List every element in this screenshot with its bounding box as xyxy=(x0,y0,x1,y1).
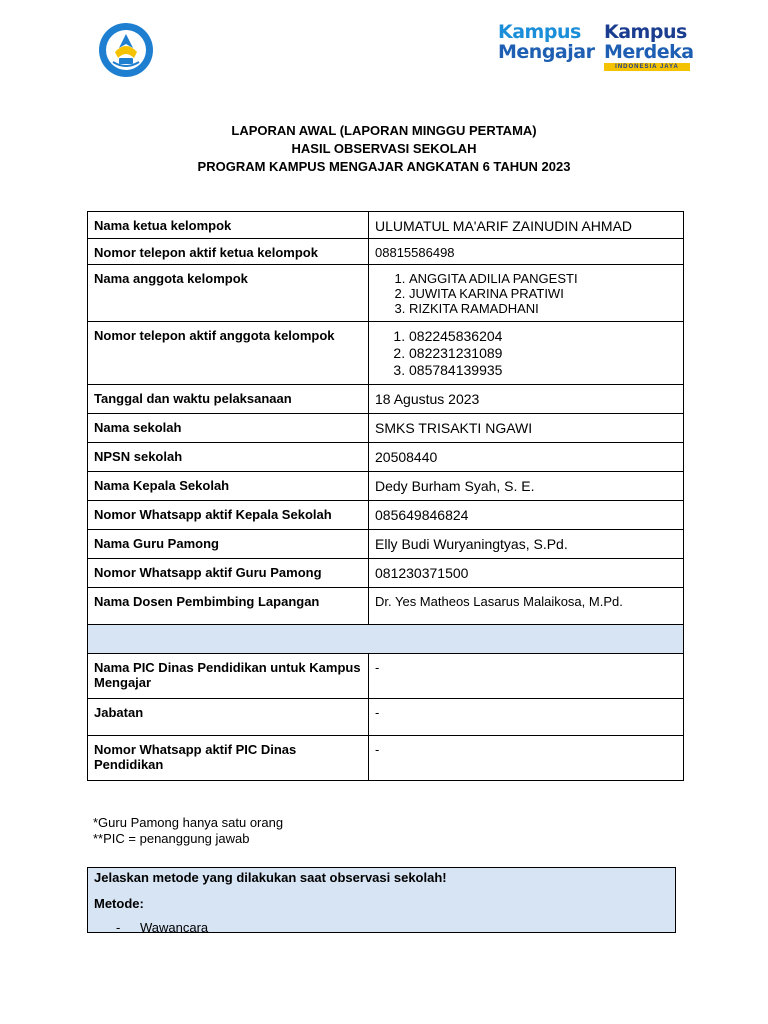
sekolah-label: Nama sekolah xyxy=(88,414,369,443)
list-item: 3. 085784139935 xyxy=(409,362,677,379)
telp-anggota-list xyxy=(375,328,677,379)
observation-table xyxy=(87,211,684,781)
list-item: 2. 082231231089 xyxy=(409,345,677,362)
pamong-value: Elly Budi Wuryaningtyas, S.Pd. xyxy=(369,530,684,559)
kampus-merdeka-logo xyxy=(604,22,694,71)
sekolah-value: SMKS TRISAKTI NGAWI xyxy=(369,414,684,443)
jabatan-value: - xyxy=(369,699,684,736)
ketua-value: ULUMATUL MA'ARIF ZAINUDIN AHMAD xyxy=(369,212,684,239)
table-row xyxy=(88,472,684,501)
telp-anggota-label: Nomor telepon aktif anggota kelompok xyxy=(88,322,369,385)
table-row xyxy=(88,530,684,559)
wa-pamong-value: 081230371500 xyxy=(369,559,684,588)
kepsek-label: Nama Kepala Sekolah xyxy=(88,472,369,501)
wa-pamong-label: Nomor Whatsapp aktif Guru Pamong xyxy=(88,559,369,588)
table-row xyxy=(88,414,684,443)
telp-ketua-label: Nomor telepon aktif ketua kelompok xyxy=(88,239,369,265)
table-row xyxy=(88,736,684,781)
table-row xyxy=(88,265,684,322)
metode-label: Metode: xyxy=(94,896,144,911)
kepsek-value: Dedy Burham Syah, S. E. xyxy=(369,472,684,501)
report-title-line3: PROGRAM KAMPUS MENGAJAR ANGKATAN 6 TAHUN 2023 xyxy=(197,159,571,174)
metode-question: Jelaskan metode yang dilakukan saat observasi sekolah! xyxy=(94,870,447,885)
list-item: 2. JUWITA KARINA PRATIWI xyxy=(409,286,677,301)
jabatan-label: Jabatan xyxy=(88,699,369,736)
kampus-mengajar-logo-line2: Mengajar xyxy=(498,41,595,63)
tanggal-value: 18 Agustus 2023 xyxy=(369,385,684,414)
wa-kepsek-value: 085649846824 xyxy=(369,501,684,530)
pamong-label: Nama Guru Pamong xyxy=(88,530,369,559)
tanggal-label: Tanggal dan waktu pelaksanaan xyxy=(88,385,369,414)
list-item: 1. 082245836204 xyxy=(409,328,677,345)
telp-anggota-value xyxy=(369,322,684,385)
anggota-label: Nama anggota kelompok xyxy=(88,265,369,322)
footnotes xyxy=(93,815,283,847)
npsn-value: 20508440 xyxy=(369,443,684,472)
wa-pic-value: - xyxy=(369,736,684,781)
telp-ketua-value: 08815586498 xyxy=(369,239,684,265)
kampus-mengajar-logo xyxy=(498,22,594,62)
tut-wuri-handayani-logo-icon xyxy=(95,22,157,78)
kampus-mengajar-logo-line1: Kampus xyxy=(498,21,581,43)
table-row xyxy=(88,239,684,265)
footnote-pamong: *Guru Pamong hanya satu orang xyxy=(93,815,284,830)
list-item: 3. RIZKITA RAMADHANI xyxy=(409,301,677,316)
wa-kepsek-label: Nomor Whatsapp aktif Kepala Sekolah xyxy=(88,501,369,530)
table-row xyxy=(88,654,684,699)
dpl-value: Dr. Yes Matheos Lasarus Malaikosa, M.Pd. xyxy=(369,588,684,625)
metode-item-text: Wawancara xyxy=(140,920,209,933)
list-item xyxy=(94,920,669,933)
table-row xyxy=(88,322,684,385)
report-title-line2: HASIL OBSERVASI SEKOLAH xyxy=(291,141,477,156)
wa-pic-label: Nomor Whatsapp aktif PIC Dinas Pendidikan xyxy=(88,736,369,781)
table-row xyxy=(88,385,684,414)
table-row xyxy=(88,588,684,625)
metode-box xyxy=(87,867,676,933)
anggota-list xyxy=(375,271,677,316)
table-row xyxy=(88,443,684,472)
kampus-merdeka-logo-line1: Kampus xyxy=(604,21,687,43)
pic-label: Nama PIC Dinas Pendidikan untuk Kampus Mengajar xyxy=(88,654,369,699)
table-row xyxy=(88,212,684,239)
report-title xyxy=(0,122,768,176)
ketua-label: Nama ketua kelompok xyxy=(88,212,369,239)
table-row xyxy=(88,559,684,588)
report-title-line1: LAPORAN AWAL (LAPORAN MINGGU PERTAMA) xyxy=(231,123,537,138)
anggota-value xyxy=(369,265,684,322)
table-separator xyxy=(88,625,684,654)
table-row xyxy=(88,501,684,530)
pic-value: - xyxy=(369,654,684,699)
kampus-mengajar-merdeka-logo xyxy=(498,22,698,78)
footnote-pic: **PIC = penanggung jawab xyxy=(93,831,250,846)
kampus-merdeka-logo-tagline: INDONESIA JAYA xyxy=(604,63,690,71)
dpl-label: Nama Dosen Pembimbing Lapangan xyxy=(88,588,369,625)
table-row xyxy=(88,699,684,736)
table-separator-row xyxy=(88,625,684,654)
list-item: 1. ANGGITA ADILIA PANGESTI xyxy=(409,271,677,286)
npsn-label: NPSN sekolah xyxy=(88,443,369,472)
kampus-merdeka-logo-line2: Merdeka xyxy=(604,41,694,63)
list-dash: - xyxy=(116,920,121,933)
